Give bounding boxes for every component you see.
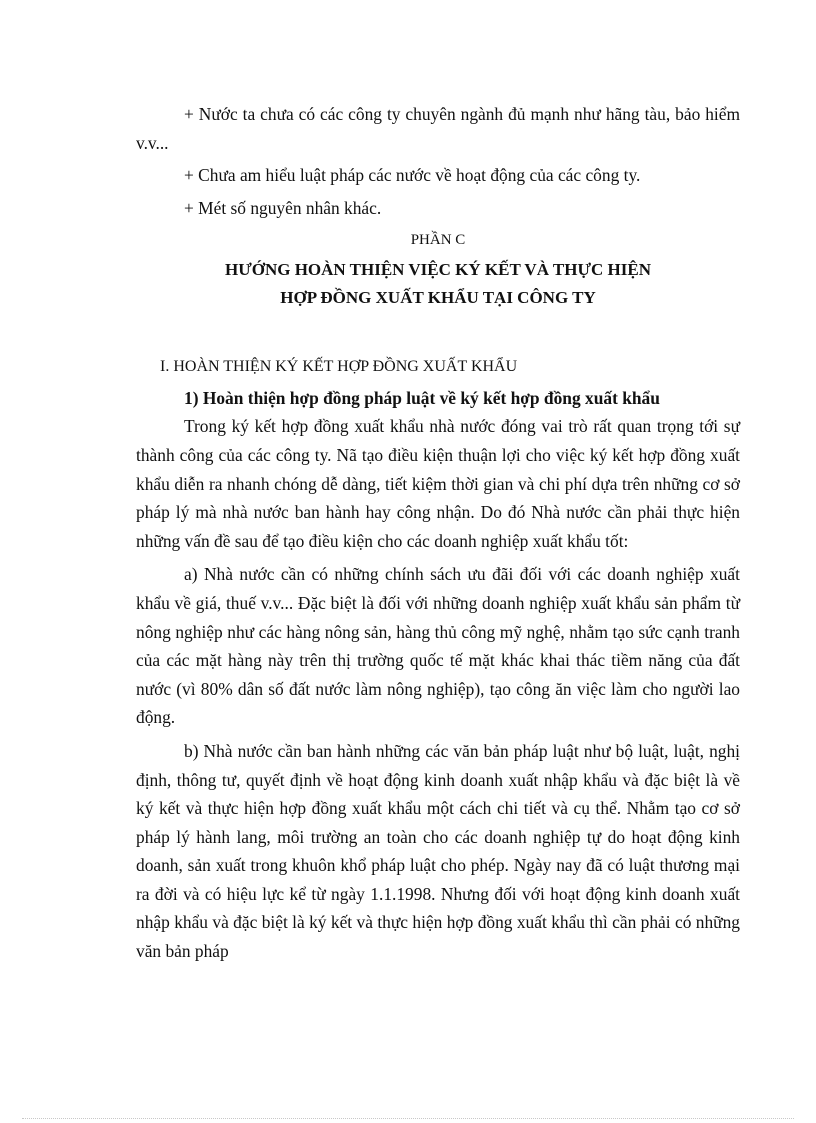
paragraph-foreign-law: + Chưa am hiểu luật pháp các nước về hoạt động của các công ty. xyxy=(184,165,641,186)
body-paragraph: b) Nhà nước cần ban hành những các văn bản pháp luật như bộ luật, luật, nghị định, thông tư, quyết định về hoạt động kinh doanh xuất nhập khẩu và đặc biệt là về ký kết và thực hiện hợp đồng xuất khẩu một cách chi tiết và cụ thể. Nhằm tạo cơ sở pháp lý hành lang, môi trường an toàn cho các doanh nghiệp tự do hoạt động kinh doanh, sản xuất trong khuôn khổ pháp luật cho phép. Ngày nay đã có luật thương mại ra đời và có hiệu lực kể từ ngày 1.1.1998. Nhưng đối với hoạt động kinh doanh xuất nhập khẩu và đặc biệt là ký kết và thực hiện hợp đồng xuất khẩu thì cần phải có những văn bản pháp xyxy=(136,740,740,962)
page-bottom-divider xyxy=(22,1118,794,1119)
part-label: PHẦN C xyxy=(410,232,466,249)
paragraph-shipping-insurance: + Nước ta chưa có các công ty chuyên ngành đủ mạnh như hãng tàu, bảo hiểm v.v... xyxy=(136,104,740,153)
body-paragraph: a) Nhà nước cần có những chính sách ưu đãi đối với các doanh nghiệp xuất khẩu về giá, thuế v.v... Đặc biệt là đối với những doanh nghiệp xuất khẩu sản phẩm từ nông nghiệp như các hàng nông sản, hàng thủ công mỹ nghệ, nhằm tạo sức cạnh tranh của các mặt hàng này trên thị trường quốc tế mặt khác khai thác tiềm năng của đất nước (vì 80% dân số đất nước làm nông nghiệp), tạo công ăn việc làm cho người lao động. xyxy=(136,564,740,728)
chapter-title-line-2: HỢP ĐỒNG XUẤT KHẨU TẠI CÔNG TY xyxy=(280,288,596,308)
chapter-title-line-1: HƯỚNG HOÀN THIỆN VIỆC KÝ KẾT VÀ THỰC HIỆN xyxy=(224,260,652,280)
section-heading: I. HOÀN THIỆN KÝ KẾT HỢP ĐỒNG XUẤT KHẨU xyxy=(160,358,518,376)
body-paragraph: Trong ký kết hợp đồng xuất khẩu nhà nước đóng vai trò rất quan trọng tới sự thành công của các công ty. Nã tạo điều kiện thuận lợi cho việc ký kết hợp đồng xuất khẩu diễn ra nhanh chóng dễ dàng, tiết kiệm thời gian và chi phí dựa trên những cơ sở pháp lý mà nhà nước ban hành hay công nhận. Do đó Nhà nước cần phải thực hiện những vấn đề sau để tạo điều kiện cho các doanh nghiệp xuất khẩu tốt: xyxy=(136,416,740,551)
paragraph-other-causes: + Mét số nguyên nhân khác. xyxy=(184,197,382,218)
subheading: 1) Hoàn thiện hợp đồng pháp luật về ký kết hợp đồng xuất khẩu xyxy=(184,388,660,409)
chapter-title xyxy=(136,256,740,312)
document-page xyxy=(136,100,740,966)
